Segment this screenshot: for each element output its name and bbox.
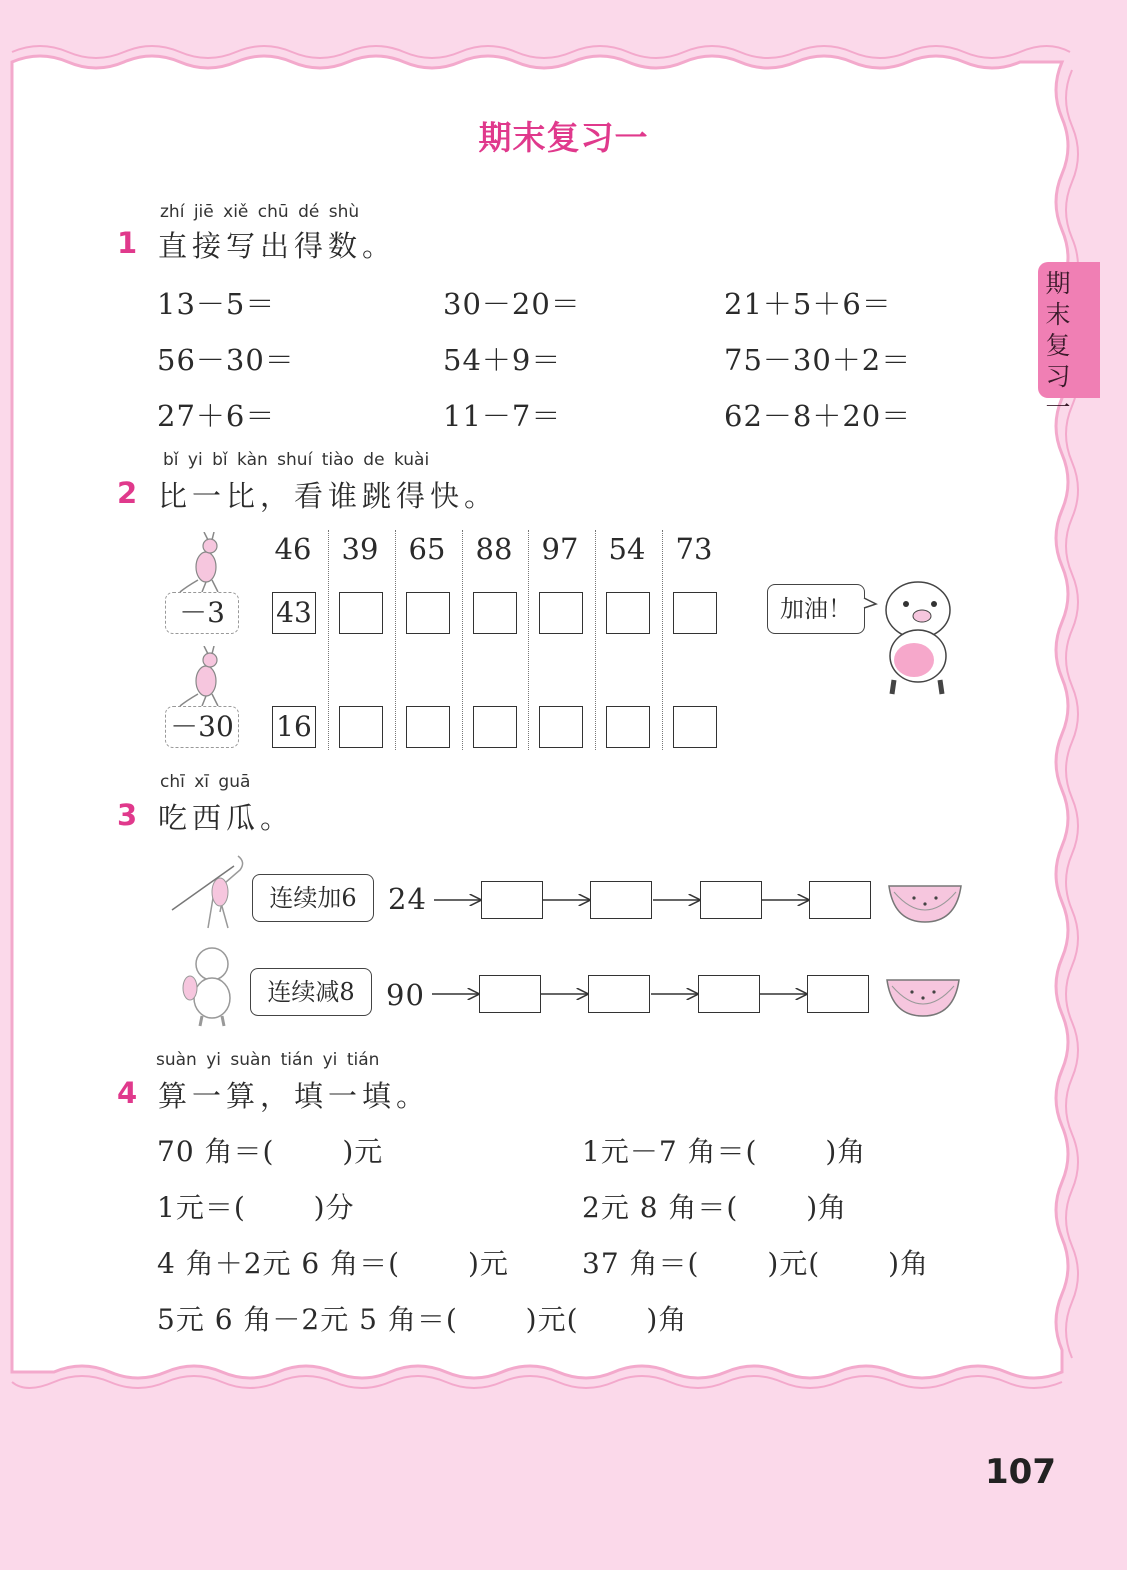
- equation: 13－5＝: [157, 287, 276, 321]
- q1-pinyin: zhí jiē xiě chū dé shù: [160, 202, 360, 222]
- answer-box[interactable]: [473, 706, 517, 748]
- q2-number: 2: [117, 476, 138, 510]
- money-item: 4 角＋2元 6 角＝( )元: [157, 1247, 509, 1280]
- equation: 56－30＝: [157, 343, 295, 377]
- answer-box[interactable]: [339, 592, 383, 634]
- heron-icon: [168, 852, 252, 932]
- q1-number: 1: [117, 226, 138, 260]
- chain-box[interactable]: [590, 881, 652, 919]
- q2-instruction: 比一比，看谁跳得快。: [158, 479, 499, 513]
- column-divider: [528, 530, 529, 750]
- answer-box[interactable]: [539, 592, 583, 634]
- money-item: 70 角＝( )元: [157, 1135, 384, 1168]
- start-number: 54: [608, 532, 646, 566]
- equation: 54＋9＝: [443, 343, 562, 377]
- page-title: 期末复习一: [478, 118, 649, 157]
- answer-box[interactable]: [673, 706, 717, 748]
- column-divider: [328, 530, 329, 750]
- operator-minus-3: －3: [165, 592, 239, 634]
- start-number: 88: [475, 532, 513, 566]
- pig-icon: [862, 576, 974, 700]
- q4-number: 4: [117, 1076, 138, 1110]
- chain-box[interactable]: [698, 975, 760, 1013]
- q3-number: 3: [117, 798, 138, 832]
- watermelon-icon: [886, 882, 964, 926]
- money-item: 37 角＝( )元( )角: [582, 1247, 930, 1280]
- start-number: 73: [675, 532, 713, 566]
- start-value: 24: [388, 882, 427, 916]
- answer-box[interactable]: [473, 592, 517, 634]
- kangaroo-icon: [176, 532, 232, 594]
- answer-box[interactable]: [606, 706, 650, 748]
- answer-box[interactable]: [539, 706, 583, 748]
- column-divider: [462, 530, 463, 750]
- money-item: 2元 8 角＝( )角: [582, 1191, 848, 1224]
- money-item: 5元 6 角－2元 5 角＝( )元( )角: [157, 1303, 688, 1336]
- start-number: 39: [341, 532, 379, 566]
- chain-box[interactable]: [588, 975, 650, 1013]
- answer-box[interactable]: [339, 706, 383, 748]
- operator-minus-30: －30: [165, 706, 239, 748]
- answer-box[interactable]: [406, 592, 450, 634]
- column-divider: [595, 530, 596, 750]
- rule-subtract-8-bubble: 连续减8: [250, 968, 372, 1016]
- watermelon-icon: [884, 976, 962, 1020]
- elephant-icon: [178, 942, 248, 1028]
- start-number: 97: [541, 532, 579, 566]
- q3-instruction: 吃西瓜。: [158, 801, 295, 835]
- chain-box[interactable]: [700, 881, 762, 919]
- q1-instruction: 直接写出得数。: [158, 229, 397, 263]
- q4-pinyin: suàn yi suàn tián yi tián: [156, 1050, 380, 1070]
- q3-pinyin: chī xī guā: [160, 772, 251, 792]
- chain-box[interactable]: [479, 975, 541, 1013]
- start-value: 90: [386, 978, 425, 1012]
- cheer-bubble: 加油！: [767, 584, 865, 634]
- equation: 27＋6＝: [157, 399, 276, 433]
- money-item: 1元＝( )分: [157, 1191, 355, 1224]
- start-number: 65: [408, 532, 446, 566]
- q4-instruction: 算一算，填一填。: [158, 1079, 431, 1113]
- start-number: 46: [274, 532, 312, 566]
- rule-add-6-bubble: 连续加6: [252, 874, 374, 922]
- section-tab: [1038, 262, 1100, 422]
- answer-box[interactable]: 16: [272, 706, 316, 748]
- q2-pinyin: bǐ yi bǐ kàn shuí tiào de kuài: [163, 450, 430, 470]
- answer-box[interactable]: [606, 592, 650, 634]
- equation: 30－20＝: [443, 287, 581, 321]
- column-divider: [395, 530, 396, 750]
- answer-box[interactable]: [673, 592, 717, 634]
- answer-box[interactable]: [406, 706, 450, 748]
- chain-box[interactable]: [809, 881, 871, 919]
- equation: 21＋5＋6＝: [724, 287, 892, 321]
- equation: 62－8＋20＝: [724, 399, 912, 433]
- equation: 75－30＋2＝: [724, 343, 912, 377]
- page-number: 107: [985, 1452, 1056, 1492]
- chain-box[interactable]: [807, 975, 869, 1013]
- money-item: 1元－7 角＝( )角: [582, 1135, 867, 1168]
- chain-box[interactable]: [481, 881, 543, 919]
- column-divider: [662, 530, 663, 750]
- equation: 11－7＝: [443, 399, 562, 433]
- answer-box[interactable]: 43: [272, 592, 316, 634]
- kangaroo-icon: [176, 646, 232, 708]
- section-tab-label: 期末复习一: [1045, 269, 1071, 422]
